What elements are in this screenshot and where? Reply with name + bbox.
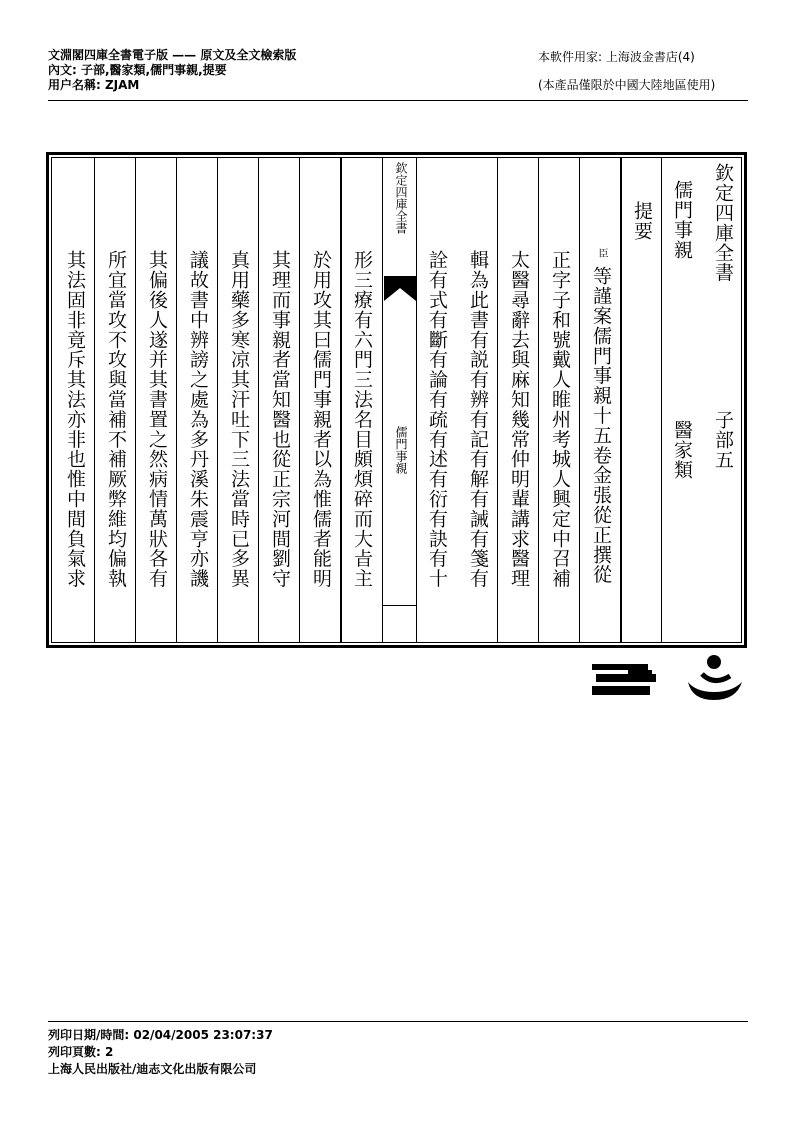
- column-text: 輯為此書有説有辨有記有解有誡有箋有: [467, 250, 489, 589]
- work-title: 儒門事親: [671, 180, 693, 260]
- header-region-note: (本產品僅限於中國大陸地區使用): [538, 78, 716, 92]
- text-column-5: [417, 158, 457, 642]
- fold-divider: [383, 605, 416, 606]
- column-text: 其偏後人遂并其書置之然病情萬狀各有: [146, 250, 168, 589]
- column-text: 議故書中辨謗之處為多丹溪朱震亨亦譏: [187, 250, 209, 589]
- column-text: 形三療有六門三法名目頗煩碎而大㫖主: [351, 250, 373, 589]
- section-label: 子部五: [712, 410, 734, 470]
- column-text: 正字子和號戴人睢州考城人興定中召補: [549, 250, 571, 589]
- column-text: 於用攻其曰儒門事親者以為惟儒者能明: [310, 250, 332, 589]
- seal-logo-icon: [684, 652, 746, 704]
- column-text: 等謹案儒門事親十五卷金張從正撰從: [590, 266, 612, 585]
- text-column-3: [499, 158, 539, 642]
- text-column-9: [219, 158, 259, 642]
- fishtail-mark-icon: [383, 276, 417, 302]
- print-datetime: 列印日期/時間: 02/04/2005 23:07:37: [48, 1028, 273, 1042]
- book-page-frame: [46, 152, 747, 648]
- header-title: 文淵閣四庫全書電子版 —— 原文及全文檢索版: [48, 48, 297, 62]
- work-column: [662, 158, 702, 642]
- column-text: 太醫尋辭去與麻知幾常仲明輩講求醫理: [508, 250, 530, 589]
- category-label: 醫家類: [671, 420, 693, 480]
- title-column: [703, 158, 743, 642]
- column-rule: [341, 158, 342, 642]
- fold-column: [382, 158, 417, 642]
- text-column-6: [342, 158, 382, 642]
- print-page-count: 列印頁數: 2: [48, 1045, 114, 1059]
- tiyao-heading: 提要: [631, 201, 653, 241]
- header-left: [48, 48, 296, 93]
- text-column-8: [260, 158, 300, 642]
- text-column-11: [137, 158, 177, 642]
- column-rule: [621, 158, 622, 642]
- chen-mark: 臣: [596, 248, 607, 259]
- text-column-4: [458, 158, 498, 642]
- tiyao-column: [622, 158, 662, 642]
- fold-work-title: 儒門事親: [394, 426, 408, 474]
- header-licensee: 本軟件用家: 上海波金書店(4): [538, 50, 695, 64]
- text-column-1: [581, 158, 621, 642]
- header-right: [538, 50, 715, 93]
- footer: [48, 1027, 273, 1078]
- header-divider: [48, 100, 748, 101]
- publisher-credit: 上海人民出版社/迪志文化出版有限公司: [48, 1062, 257, 1076]
- column-text: 真用藥多寒凉其汗吐下三法當時已多異: [228, 250, 250, 589]
- publisher-logo-icon: [592, 662, 656, 698]
- column-text: 詮有式有斷有論有疏有述有衍有訣有十: [426, 250, 448, 589]
- column-text: 所宜當攻不攻與當補不補厥弊維均偏執: [105, 250, 127, 589]
- footer-divider: [48, 1021, 748, 1022]
- text-column-7: [301, 158, 341, 642]
- book-page-inner: [51, 157, 742, 643]
- text-column-2: [540, 158, 580, 642]
- text-column-13: [55, 158, 95, 642]
- header-content-path: 內文: 子部,醫家類,儒門事親,提要: [48, 63, 227, 77]
- fold-book-title: 欽定四庫全書: [394, 162, 408, 234]
- column-text: 其法固非竟斥其法亦非也惟中間負氣求: [64, 250, 86, 589]
- book-title: 欽定四庫全書: [712, 163, 734, 283]
- header-username: 用户名稱: ZJAM: [48, 78, 140, 92]
- text-column-10: [178, 158, 218, 642]
- column-text: 其理而事親者當知醫也從正宗河間劉守: [269, 250, 291, 589]
- text-column-12: [96, 158, 136, 642]
